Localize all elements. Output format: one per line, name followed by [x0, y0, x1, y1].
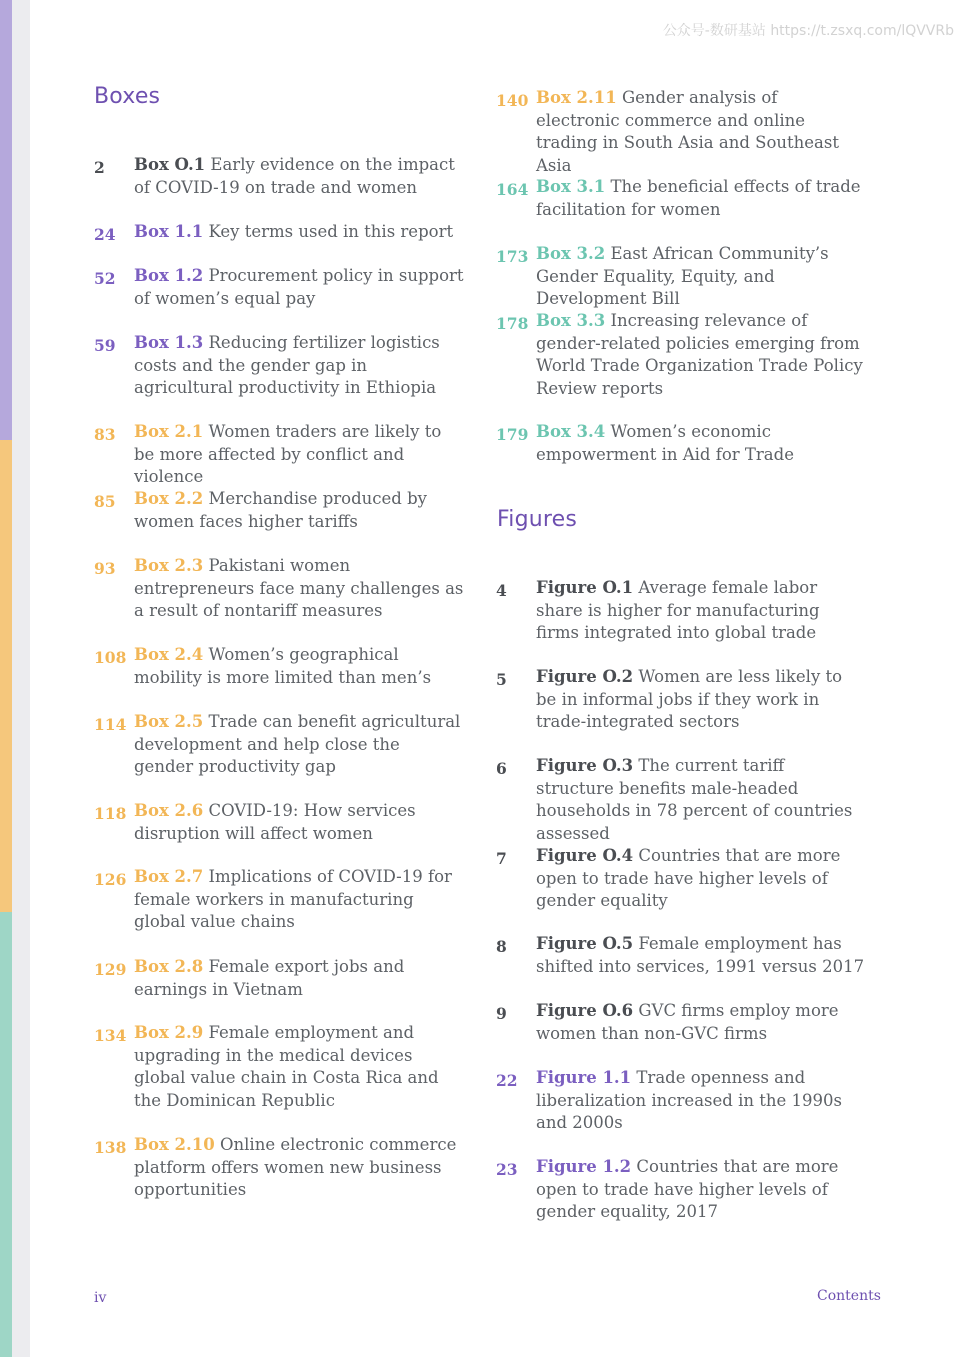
box-description: Procurement policy in support of women’s equal pay	[134, 266, 464, 308]
page-number-ref: 138	[94, 1138, 127, 1157]
box-entry-text	[536, 87, 866, 177]
figure-description: The current tariff structure benefits male-headed households in 78 percent of countries assessed	[536, 756, 853, 843]
page-number-ref: 2	[94, 158, 105, 177]
box-description: Online electronic commerce platform offers women new business opportunities	[134, 1135, 457, 1199]
figure-entry-text	[536, 755, 866, 845]
figure-entry-text	[536, 1000, 866, 1045]
box-label: Box 2.1	[134, 422, 204, 441]
box-entry-text	[134, 421, 464, 489]
box-entry-text	[134, 866, 464, 934]
box-entry-text	[536, 243, 866, 311]
box-description: Pakistani women entrepreneurs face many challenges as a result of nontariff measures	[134, 556, 464, 620]
figures-heading: Figures	[497, 507, 578, 532]
figure-label: Figure O.1	[536, 578, 634, 597]
page-number-ref: 129	[94, 960, 127, 979]
page-number-ref: 7	[496, 849, 507, 868]
figure-label: Figure 1.1	[536, 1068, 632, 1087]
box-label: Box 1.2	[134, 266, 204, 285]
box-entry-text	[134, 555, 464, 623]
box-description: Women traders are likely to be more affected by conflict and violence	[134, 422, 442, 486]
box-description: Implications of COVID-19 for female workers in manufacturing global value chains	[134, 867, 452, 931]
page-number-ref: 85	[94, 492, 116, 511]
box-label: Box 2.6	[134, 801, 204, 820]
figure-label: Figure O.4	[536, 846, 634, 865]
box-description: Increasing relevance of gender-related policies emerging from World Trade Organization Trade Policy Review reports	[536, 311, 863, 398]
box-description: Female employment and upgrading in the medical devices global value chain in Costa Rica and the Dominican Republic	[134, 1023, 439, 1110]
page-number-ref: 140	[496, 91, 529, 110]
boxes-heading: Boxes	[94, 84, 161, 109]
box-description: Early evidence on the impact of COVID-19 on trade and women	[134, 155, 455, 197]
box-entry-text	[134, 154, 464, 199]
figure-entry-text	[536, 1156, 866, 1224]
page-number: iv	[94, 1290, 107, 1306]
box-description: Female export jobs and earnings in Vietnam	[134, 957, 405, 999]
figure-label: Figure O.5	[536, 934, 634, 953]
box-entry-text	[134, 644, 464, 689]
box-label: Box 1.1	[134, 222, 204, 241]
page-number-ref: 179	[496, 425, 529, 444]
box-label: Box 2.2	[134, 489, 204, 508]
figure-label: Figure O.3	[536, 756, 634, 775]
page-number-ref: 23	[496, 1160, 518, 1179]
page-number-ref: 164	[496, 180, 529, 199]
box-entry-text	[134, 800, 464, 845]
box-entry-text	[134, 488, 464, 533]
page-number-ref: 118	[94, 804, 127, 823]
box-description: East African Community’s Gender Equality, Equity, and Development Bill	[536, 244, 829, 308]
box-entry-text	[134, 711, 464, 779]
box-label: Box 2.7	[134, 867, 204, 886]
box-entry-text	[134, 1022, 464, 1112]
box-entry-text	[134, 221, 464, 244]
page-number-ref: 126	[94, 870, 127, 889]
page-number-ref: 4	[496, 581, 507, 600]
box-description: Gender analysis of electronic commerce and online trading in South Asia and Southeast Asia	[536, 88, 839, 175]
page-number-ref: 9	[496, 1004, 507, 1023]
figure-description: Countries that are more open to trade have higher levels of gender equality	[536, 846, 841, 910]
figure-entry-text	[536, 845, 866, 913]
figure-entry-text	[536, 933, 866, 978]
page-number-ref: 22	[496, 1071, 518, 1090]
figure-description: Average female labor share is higher for manufacturing firms integrated into global trade	[536, 578, 820, 642]
page-number-ref: 108	[94, 648, 127, 667]
box-entry-text	[536, 176, 866, 221]
figure-description: Trade openness and liberalization increased in the 1990s and 2000s	[536, 1068, 842, 1132]
figure-description: Female employment has shifted into services, 1991 versus 2017	[536, 934, 865, 976]
page-number-ref: 114	[94, 715, 127, 734]
figure-description: GVC firms employ more women than non-GVC firms	[536, 1001, 839, 1043]
figure-label: Figure O.6	[536, 1001, 634, 1020]
box-label: Box 2.8	[134, 957, 204, 976]
box-label: Box 1.3	[134, 333, 204, 352]
page-number-ref: 178	[496, 314, 529, 333]
side-stripe-purple	[0, 0, 12, 440]
box-label: Box 2.5	[134, 712, 204, 731]
watermark: 公众号-数研基站 https://t.zsxq.com/lQVVRb	[662, 23, 954, 39]
page-number-ref: 93	[94, 559, 116, 578]
box-label: Box 2.3	[134, 556, 204, 575]
box-label: Box 3.3	[536, 311, 606, 330]
page-number-ref: 134	[94, 1026, 127, 1045]
figure-label: Figure 1.2	[536, 1157, 632, 1176]
box-entry-text	[134, 265, 464, 310]
box-entry-text	[536, 310, 866, 400]
figure-entry-text	[536, 666, 866, 734]
box-label: Box 2.9	[134, 1023, 204, 1042]
box-entry-text	[134, 332, 464, 400]
box-description: Key terms used in this report	[208, 222, 454, 241]
box-description: Reducing fertilizer logistics costs and the gender gap in agricultural productivity in Ethiopia	[134, 333, 440, 397]
box-entry-text	[134, 956, 464, 1001]
side-stripe-teal	[0, 912, 12, 1357]
box-description: COVID-19: How services disruption will affect women	[134, 801, 416, 843]
page-number-ref: 52	[94, 269, 116, 288]
box-label: Box 2.10	[134, 1135, 215, 1154]
box-label: Box 2.11	[536, 88, 617, 107]
page-number-ref: 59	[94, 336, 116, 355]
side-stripe-orange	[0, 440, 12, 912]
box-label: Box O.1	[134, 155, 206, 174]
box-description: Trade can benefit agricultural development and help close the gender productivity gap	[134, 712, 461, 776]
box-description: Women’s geographical mobility is more limited than men’s	[134, 645, 432, 687]
figure-entry-text	[536, 1067, 866, 1135]
box-label: Box 3.4	[536, 422, 606, 441]
box-description: The beneficial effects of trade facilitation for women	[536, 177, 861, 219]
page-number-ref: 83	[94, 425, 116, 444]
box-description: Merchandise produced by women faces higher tariffs	[134, 489, 427, 531]
footer-section-link[interactable]: Contents	[817, 1288, 881, 1304]
page-number-ref: 173	[496, 247, 529, 266]
box-description: Women’s economic empowerment in Aid for Trade	[536, 422, 794, 464]
box-entry-text	[536, 421, 866, 466]
box-label: Box 3.2	[536, 244, 606, 263]
figure-entry-text	[536, 577, 866, 645]
box-label: Box 3.1	[536, 177, 606, 196]
box-entry-text	[134, 1134, 464, 1202]
side-stripe-shade	[12, 0, 30, 1357]
page-number-ref: 8	[496, 937, 507, 956]
figure-description: Women are less likely to be in informal jobs if they work in trade-integrated sectors	[536, 667, 843, 731]
figure-description: Countries that are more open to trade have higher levels of gender equality, 2017	[536, 1157, 839, 1221]
figure-label: Figure O.2	[536, 667, 634, 686]
page-number-ref: 6	[496, 759, 507, 778]
page-number-ref: 5	[496, 670, 507, 689]
page-number-ref: 24	[94, 225, 116, 244]
box-label: Box 2.4	[134, 645, 204, 664]
